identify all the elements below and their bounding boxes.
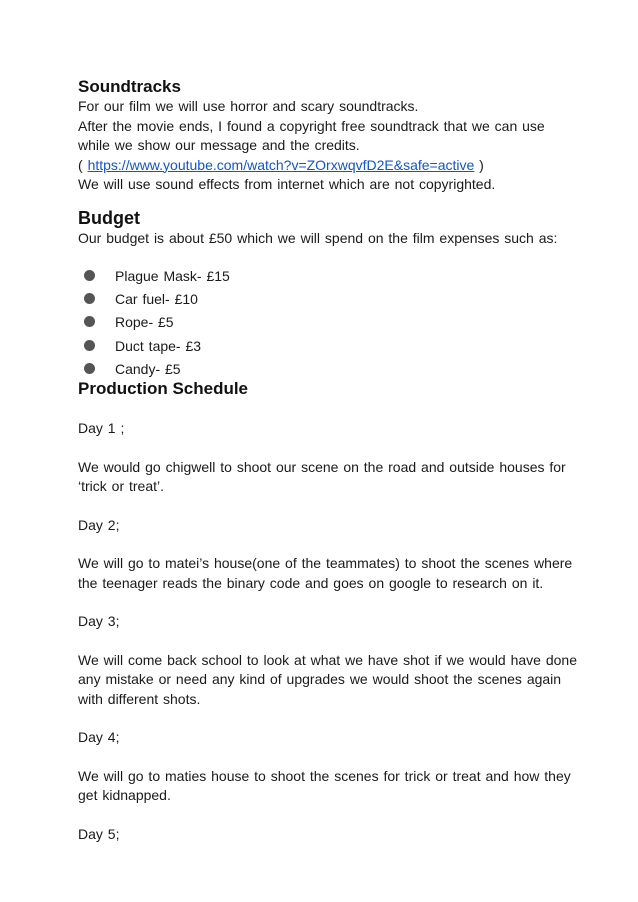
bullet-icon xyxy=(84,363,95,374)
day-description xyxy=(78,458,598,497)
day-description xyxy=(78,554,598,593)
budget-item xyxy=(78,267,230,290)
day-line: We will come back school to look at what we have shot if we would have done xyxy=(78,651,577,668)
budget-item-text: Plague Mask- £15 xyxy=(115,268,230,284)
budget-item xyxy=(78,313,230,336)
bullet-icon xyxy=(84,270,95,281)
day-label: Day 5; xyxy=(78,825,120,842)
budget-item xyxy=(78,290,230,313)
day-label: Day 2; xyxy=(78,516,120,533)
day-line: get kidnapped. xyxy=(78,787,171,803)
bullet-icon xyxy=(84,293,95,304)
soundtracks-body xyxy=(78,97,545,195)
budget-item-text: Duct tape- £3 xyxy=(115,337,202,354)
bullet-icon xyxy=(84,340,95,351)
budget-list xyxy=(78,267,230,383)
budget-item-text: Rope- £5 xyxy=(115,314,174,331)
soundtracks-heading: Soundtracks xyxy=(78,77,181,96)
soundtracks-link-line xyxy=(78,156,545,176)
day-line: We will go to matei’s house(one of the teammates) to shoot the scenes where xyxy=(78,555,573,571)
day-description xyxy=(78,767,598,806)
day-line: We would go chigwell to shoot our scene on the road and outside houses for xyxy=(78,458,566,475)
youtube-link[interactable]: https://www.youtube.com/watch?v=ZOrxwqvfD2E&safe=active xyxy=(87,156,475,173)
budget-heading: Budget xyxy=(78,208,140,228)
link-close-paren: ) xyxy=(474,156,484,173)
bullet-icon xyxy=(84,316,95,327)
soundtracks-line: For our film we will use horror and scary soundtracks. xyxy=(78,98,419,114)
day-line: the teenager reads the binary code and goes on google to research on it. xyxy=(78,574,544,591)
schedule-list xyxy=(78,419,598,863)
soundtracks-line: We will use sound effects from internet which are not copyrighted. xyxy=(78,176,496,192)
soundtracks-line: while we show our message and the credits. xyxy=(78,137,360,153)
day-description xyxy=(78,651,598,710)
day-line: ‘trick or treat’. xyxy=(78,478,165,494)
day-line: We will go to maties house to shoot the scenes for trick or treat and how they xyxy=(78,767,571,784)
day-label: Day 3; xyxy=(78,613,120,629)
link-open-paren: ( xyxy=(78,156,88,173)
budget-intro: Our budget is about £50 which we will spend on the film expenses such as: xyxy=(78,230,558,246)
day-line: with different shots. xyxy=(78,690,201,707)
day-label: Day 1 ; xyxy=(78,420,125,436)
day-line: any mistake or need any kind of upgrades we would shoot the scenes again xyxy=(78,671,562,687)
budget-item-text: Car fuel- £10 xyxy=(115,291,198,308)
soundtracks-line: After the movie ends, I found a copyright free soundtrack that we can use xyxy=(78,117,545,134)
budget-item xyxy=(78,337,230,360)
production-schedule-heading: Production Schedule xyxy=(78,379,249,398)
day-label: Day 4; xyxy=(78,729,120,745)
budget-item-text: Candy- £5 xyxy=(115,360,181,377)
